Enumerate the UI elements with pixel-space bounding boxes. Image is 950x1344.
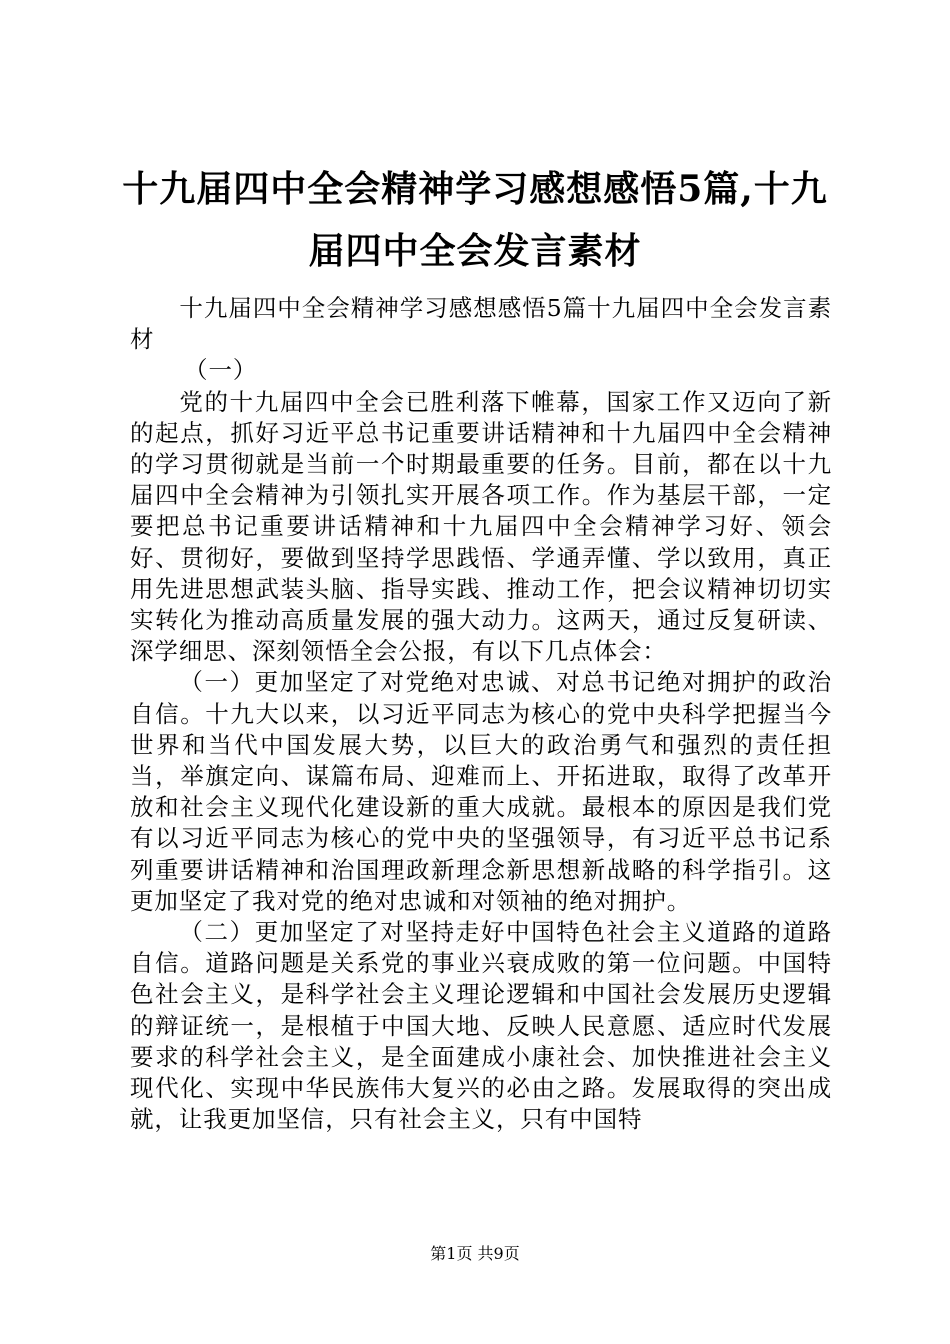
document-subtitle: 十九届四中全会精神学习感想感悟5篇十九届四中全会发言素材 [130,294,832,354]
document-title: 十九届四中全会精神学习感想感悟5篇,十九届四中全会发言素材 [122,168,828,272]
section-marker: （一） [184,356,258,385]
paragraph-intro: 党的十九届四中全会已胜利落下帷幕，国家工作又迈向了新的起点，抓好习近平总书记重要讲话精神和十九届四中全会精神的学习贯彻就是当前一个时期最重要的任务。目前，都在以十九届四中全会精神为引领扎实开展各项工作。作为基层干部，一定要把总书记重要讲话精神和十九届四中全会精神学习好、领会好、贯彻好，要做到坚持学思践悟、学通弄懂、学以致用，真正用先进思想武装头脑、指导实践、推动工作，把会议精神切切实实转化为推动高质量发展的强大动力。这两天，通过反复研读、深学细思、深刻领悟全会公报，有以下几点体会： [130,387,832,666]
page-number: 第1页 共9页 [430,1244,520,1263]
document-body [130,293,832,1135]
paragraph-point-two: （二）更加坚定了对坚持走好中国特色社会主义道路的道路自信。道路问题是关系党的事业兴衰成败的第一位问题。中国特色社会主义，是科学社会主义理论逻辑和中国社会发展历史逻辑的辩证统一，是根植于中国大地、反映人民意愿、适应时代发展要求的科学社会主义，是全面建成小康社会、加快推进社会主义现代化、实现中华民族伟大复兴的必由之路。发展取得的突出成就，让我更加坚信，只有社会主义，只有中国特 [130,918,832,1134]
paragraph-point-one: （一）更加坚定了对党绝对忠诚、对总书记绝对拥护的政治自信。十九大以来，以习近平同志为核心的党中央科学把握当今世界和当代中国发展大势，以巨大的政治勇气和强烈的责任担当，举旗定向、谋篇布局、迎难而上、开拓进取，取得了改革开放和社会主义现代化建设新的重大成就。最根本的原因是我们党有以习近平同志为核心的党中央的坚强领导，有习近平总书记系列重要讲话精神和治国理政新理念新思想新战略的科学指引。这更加坚定了我对党的绝对忠诚和对领袖的绝对拥护。 [130,668,832,915]
